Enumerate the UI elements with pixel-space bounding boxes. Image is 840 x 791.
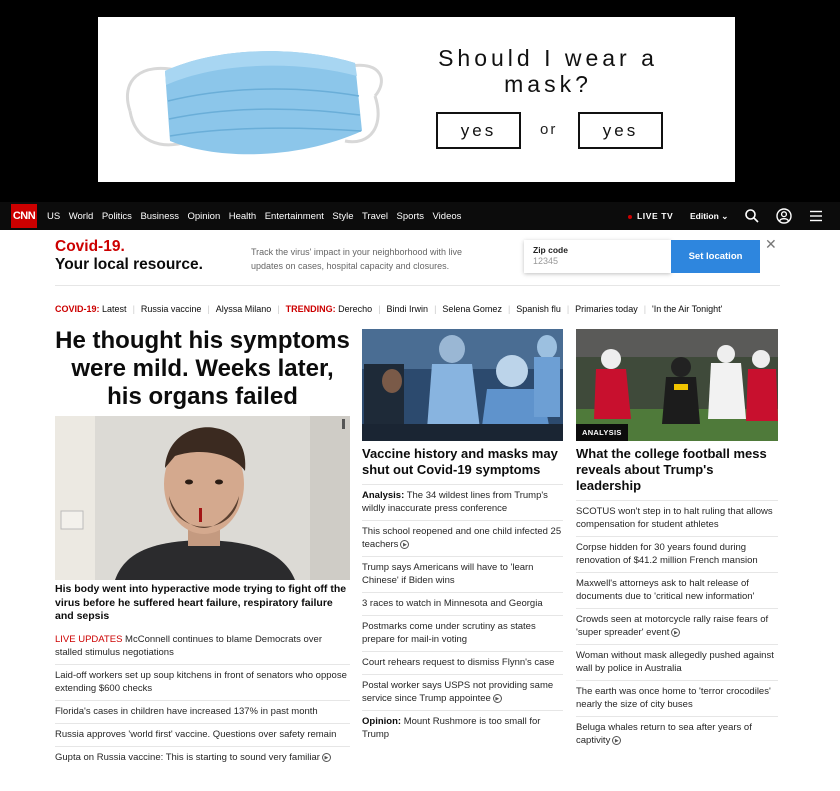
- list-item-text: The earth was once home to 'terror crocodiles' nearly the size of city buses: [576, 686, 771, 710]
- play-icon: ▶: [671, 628, 680, 637]
- list-item-text: SCOTUS won't step in to halt ruling that allows compensation for student athletes: [576, 506, 773, 530]
- lab-workers-image: [362, 329, 563, 441]
- football-story-image[interactable]: [576, 329, 778, 441]
- list-item-text: Woman without mask allegedly pushed against wall by police in Australia: [576, 650, 774, 674]
- live-tv-label: LIVE TV: [637, 211, 674, 221]
- vaccine-story-column: [362, 329, 563, 746]
- list-item[interactable]: [362, 521, 563, 557]
- main-headline[interactable]: He thought his symptoms were mild. Weeks later, his organs failed: [55, 327, 350, 410]
- col3-list: [576, 500, 778, 752]
- nav-business[interactable]: Business: [140, 210, 179, 222]
- vaccine-story-title[interactable]: Vaccine history and masks may shut out Covid-19 symptoms: [362, 446, 558, 477]
- list-item[interactable]: [362, 484, 563, 521]
- list-item[interactable]: [576, 717, 778, 752]
- close-icon[interactable]: ✕: [765, 236, 777, 252]
- live-updates-label: LIVE UPDATES: [55, 634, 123, 645]
- nav-politics[interactable]: Politics: [101, 210, 132, 222]
- covid-label: COVID-19:: [55, 304, 100, 314]
- trending-link[interactable]: 'In the Air Tonight': [652, 304, 723, 314]
- nav-entertainment[interactable]: Entertainment: [264, 210, 324, 222]
- account-icon[interactable]: [776, 208, 792, 224]
- list-item-text: Gupta on Russia vaccine: This is starting to sound very familiar: [55, 752, 320, 763]
- trending-link[interactable]: Bindi Irwin: [386, 304, 429, 314]
- nav-health[interactable]: Health: [228, 210, 257, 222]
- list-item[interactable]: [55, 629, 350, 665]
- list-item-text: Corpse hidden for 30 years found during renovation of $41.2 million French mansion: [576, 542, 758, 566]
- play-icon: ▶: [322, 753, 331, 762]
- play-icon: ▶: [493, 694, 502, 703]
- list-item[interactable]: [362, 593, 563, 616]
- trending-label: TRENDING:: [285, 304, 336, 314]
- play-icon: ▶: [612, 736, 621, 745]
- zip-code-field[interactable]: [524, 240, 671, 273]
- main-story-image[interactable]: [55, 416, 350, 580]
- trending-link[interactable]: Alyssa Milano: [215, 304, 272, 314]
- trending-link[interactable]: Latest: [102, 304, 127, 314]
- list-item-text: Trump says Americans will have to 'learn Chinese' if Biden wins: [362, 562, 534, 586]
- search-icon[interactable]: [744, 208, 760, 224]
- nav-travel[interactable]: Travel: [362, 210, 389, 222]
- list-item-text: Maxwell's attorneys ask to halt release of documents due to 'critical new information': [576, 578, 755, 602]
- list-item-text: Mount Rushmore is too small for Trump: [362, 716, 541, 740]
- ad-question: Should I wear a mask?: [438, 45, 658, 97]
- list-item-text: McConnell continues to blame Democrats over stalled stimulus negotiations: [55, 634, 322, 658]
- main-story-column: [55, 327, 350, 763]
- ad-or-text: or: [540, 121, 558, 138]
- promo-title-black: Your local resource.: [55, 256, 203, 273]
- main-story-caption[interactable]: His body went into hyperactive mode trying to fight off the virus before he suffered heart failure, respiratory failure and sepsis: [55, 583, 347, 622]
- edition-menu[interactable]: [690, 211, 728, 222]
- list-item[interactable]: [362, 557, 563, 593]
- list-item-text: Postal worker says USPS not providing same service since Trump appointee: [362, 680, 554, 704]
- trending-link[interactable]: Primaries today: [575, 304, 638, 314]
- man-portrait-image: [55, 416, 350, 580]
- trending-link[interactable]: Derecho: [338, 304, 373, 314]
- trending-link[interactable]: Russia vaccine: [140, 304, 202, 314]
- ad-yes-button-2[interactable]: yes: [578, 112, 663, 149]
- list-item[interactable]: [576, 681, 778, 717]
- list-item[interactable]: [55, 724, 350, 747]
- list-item-text: 3 races to watch in Minnesota and Georgia: [362, 598, 543, 609]
- trending-link[interactable]: Spanish flu: [516, 304, 561, 314]
- ad-yes-button-1[interactable]: yes: [436, 112, 521, 149]
- nav-style[interactable]: Style: [332, 210, 354, 222]
- list-item[interactable]: [576, 500, 778, 537]
- list-item[interactable]: [576, 537, 778, 573]
- play-icon: ▶: [400, 540, 409, 549]
- list-item[interactable]: [576, 645, 778, 681]
- list-item[interactable]: [576, 609, 778, 645]
- chevron-down-icon: ⌄: [721, 211, 729, 221]
- football-story-column: [576, 329, 778, 752]
- mask-ad[interactable]: [98, 17, 735, 182]
- list-item[interactable]: [362, 711, 563, 746]
- live-dot-icon: [628, 215, 632, 219]
- col2-list: [362, 484, 563, 746]
- menu-icon[interactable]: [808, 208, 824, 224]
- main-story-list: [55, 629, 350, 769]
- cnn-logo[interactable]: CNN: [11, 204, 37, 228]
- trending-link[interactable]: Selena Gomez: [442, 304, 502, 314]
- nav-links: [47, 202, 470, 230]
- list-item-text: Court rehears request to dismiss Flynn's case: [362, 657, 555, 668]
- list-item-text: Florida's cases in children have increased 137% in past month: [55, 706, 318, 717]
- list-item[interactable]: [55, 665, 350, 701]
- nav-videos[interactable]: Videos: [432, 210, 462, 222]
- promo-title-red: Covid-19.: [55, 238, 125, 255]
- analysis-badge: ANALYSIS: [576, 424, 628, 441]
- list-item[interactable]: [55, 701, 350, 724]
- edition-label: Edition: [690, 211, 719, 221]
- list-item-text: Laid-off workers set up soup kitchens in front of senators who oppose extending $600 checks: [55, 670, 347, 694]
- nav-us[interactable]: US: [47, 210, 61, 222]
- list-item[interactable]: [576, 573, 778, 609]
- list-item-text: Postmarks come under scrutiny as states prepare for mail-in voting: [362, 621, 536, 645]
- list-item-text: Crowds seen at motorcycle rally raise fears of 'super spreader' event: [576, 614, 769, 638]
- list-item-text: This school reopened and one child infected 25 teachers: [362, 526, 562, 550]
- list-item[interactable]: [55, 747, 350, 769]
- zip-code-label: Zip code: [533, 245, 568, 255]
- list-item-text: Russia approves 'world first' vaccine. Questions over safety remain: [55, 729, 337, 740]
- set-location-button[interactable]: Set location: [671, 240, 760, 273]
- promo-title: [55, 238, 203, 274]
- vaccine-story-image[interactable]: [362, 329, 563, 441]
- analysis-prefix: Analysis:: [362, 490, 405, 501]
- live-tv-link[interactable]: [628, 211, 673, 221]
- list-item-text: Beluga whales return to sea after years of captivity: [576, 722, 752, 746]
- covid-local-promo: [55, 236, 780, 286]
- list-item[interactable]: [362, 675, 563, 711]
- nav-sports[interactable]: Sports: [396, 210, 425, 222]
- nav-world[interactable]: World: [68, 210, 94, 222]
- opinion-prefix: Opinion:: [362, 716, 402, 727]
- list-item[interactable]: [362, 652, 563, 675]
- list-item[interactable]: [362, 616, 563, 652]
- trending-bar: COVID-19: Latest | Russia vaccine | Alyssa Milano | TRENDING: Derecho | Bindi Irwin | Selena Gomez | Spanish flu | Primaries today | 'In the Air Tonight': [55, 304, 723, 314]
- football-story-title[interactable]: What the college football mess reveals about Trump's leadership: [576, 446, 767, 493]
- ad-banner-area: [0, 0, 840, 202]
- face-mask-image: [120, 41, 390, 161]
- nav-opinion[interactable]: Opinion: [187, 210, 221, 222]
- promo-description: Track the virus' impact in your neighborhood with live updates on cases, hospital capacity and closures.: [251, 247, 462, 271]
- zip-code-input[interactable]: 12345: [533, 256, 559, 266]
- list-item-text: The 34 wildest lines from Trump's wildly inaccurate press conference: [362, 490, 548, 514]
- main-nav: [0, 202, 840, 230]
